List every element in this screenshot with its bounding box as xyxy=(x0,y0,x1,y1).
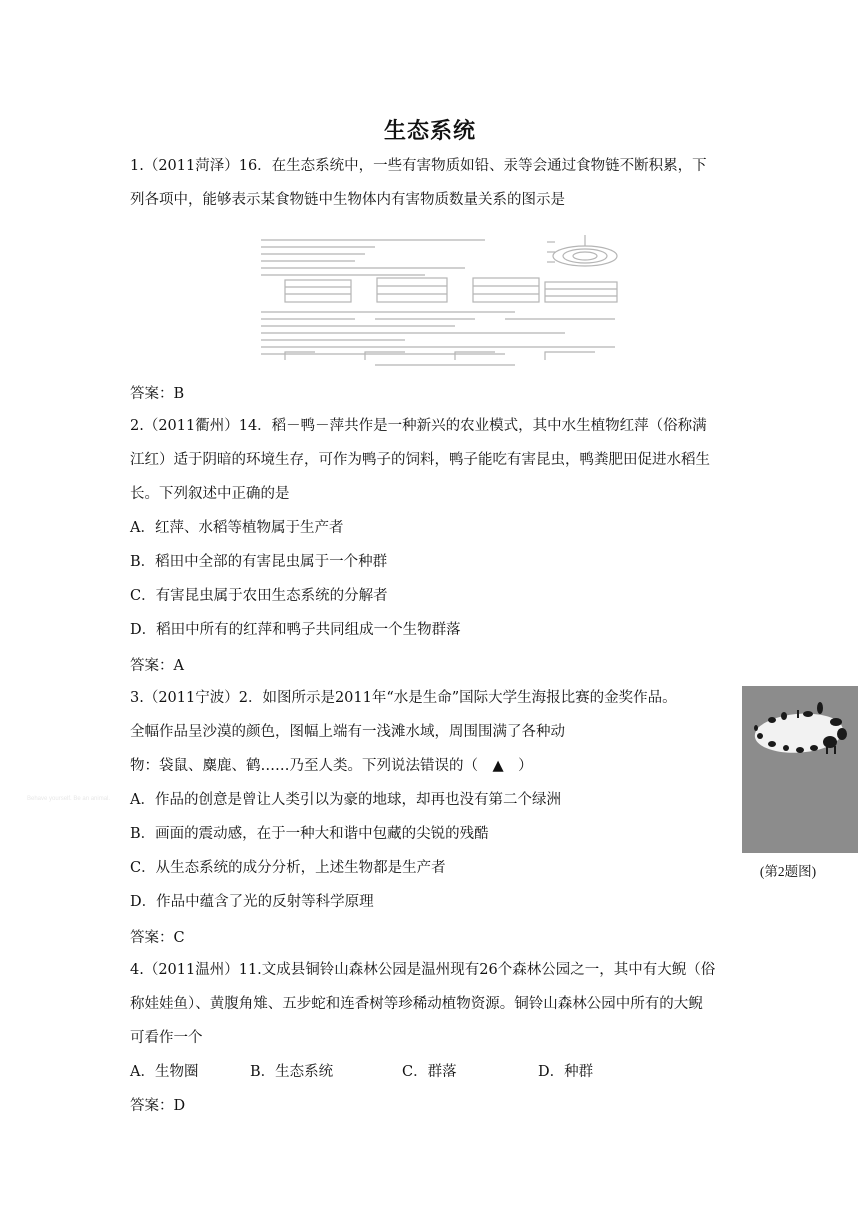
q3-option-d: D．作品中蕴含了光的反射等科学原理 xyxy=(130,894,374,910)
q4-line-2: 称娃娃鱼）、黄腹角雉、五步蛇和连香树等珍稀动植物资源。铜铃山森林公园中所有的大鲵 xyxy=(130,996,703,1012)
q4-answer: 答案：D xyxy=(130,1098,186,1114)
q2-line-2: 江红）适于阴暗的环境生存，可作为鸭子的饲料，鸭子能吃有害昆虫，鸭粪肥田促进水稻生 xyxy=(130,452,710,468)
q4-options xyxy=(130,1060,593,1081)
q4-option-a: A．生物圈 xyxy=(130,1064,199,1080)
poster-headline: Water is life. xyxy=(27,806,87,818)
q1-line-1: 1.（2011菏泽）16．在生态系统中，一些有害物质如铅、汞等会通过食物链不断积累，下 xyxy=(130,158,707,174)
q4-line-1: 4.（2011温州）11.文成县铜铃山森林公园是温州现有26个森林公园之一，其中有大鲵（俗 xyxy=(130,962,716,978)
q4-option-b: B．生态系统 xyxy=(250,1064,334,1080)
q3-line-3: 物：袋鼠、麋鹿、鹤……乃至人类。下列说法错误的（ ▲ ） xyxy=(130,758,533,774)
q1-figure-image xyxy=(255,232,625,368)
q2-option-c: C．有害昆虫属于农田生态系统的分解者 xyxy=(130,588,388,604)
q1-answer: 答案：B xyxy=(130,386,185,402)
q2-option-d: D．稻田中所有的红萍和鸭子共同组成一个生物群落 xyxy=(130,622,461,638)
poster-tagline: Behave yourself. Be an animal. xyxy=(27,796,111,802)
q3-line-1: 3.（2011宁波）2．如图所示是2011年“水是生命”国际大学生海报比赛的金奖作品。 xyxy=(130,690,677,706)
page-title: 生态系统 xyxy=(383,119,476,144)
q2-line-3: 长。下列叙述中正确的是 xyxy=(130,486,290,502)
q1-line-2: 列各项中，能够表示某食物链中生物体内有害物质数量关系的图示是 xyxy=(130,192,565,208)
q2-line-1: 2.（2011衢州）14．稻－鸭－萍共作是一种新兴的农业模式，其中水生植物红萍（俗称满 xyxy=(130,418,707,434)
q4-option-c: C．群落 xyxy=(402,1064,457,1080)
q3-option-a: A．作品的创意是曾让人类引以为豪的地球，却再也没有第二个绿洲 xyxy=(130,792,561,808)
q3-figure-caption: (第2题图) xyxy=(759,864,817,879)
q3-option-b: B．画面的震动感，在于一种大和谐中包藏的尖锐的残酷 xyxy=(130,826,489,842)
q3-option-c: C．从生态系统的成分分析，上述生物都是生产者 xyxy=(130,860,446,876)
q4-option-d: D．种群 xyxy=(538,1064,594,1080)
q3-line-2: 全幅作品呈沙漠的颜色，图幅上端有一浅滩水域，周围围满了各种动 xyxy=(130,724,565,740)
q4-line-3: 可看作一个 xyxy=(130,1030,203,1046)
q3-poster-image xyxy=(742,686,858,853)
q3-answer: 答案：C xyxy=(130,930,185,946)
q2-option-b: B．稻田中全部的有害昆虫属于一个种群 xyxy=(130,554,388,570)
q2-option-a: A．红萍、水稻等植物属于生产者 xyxy=(130,520,344,536)
poster-art xyxy=(742,686,858,853)
q2-answer: 答案：A xyxy=(130,658,184,674)
